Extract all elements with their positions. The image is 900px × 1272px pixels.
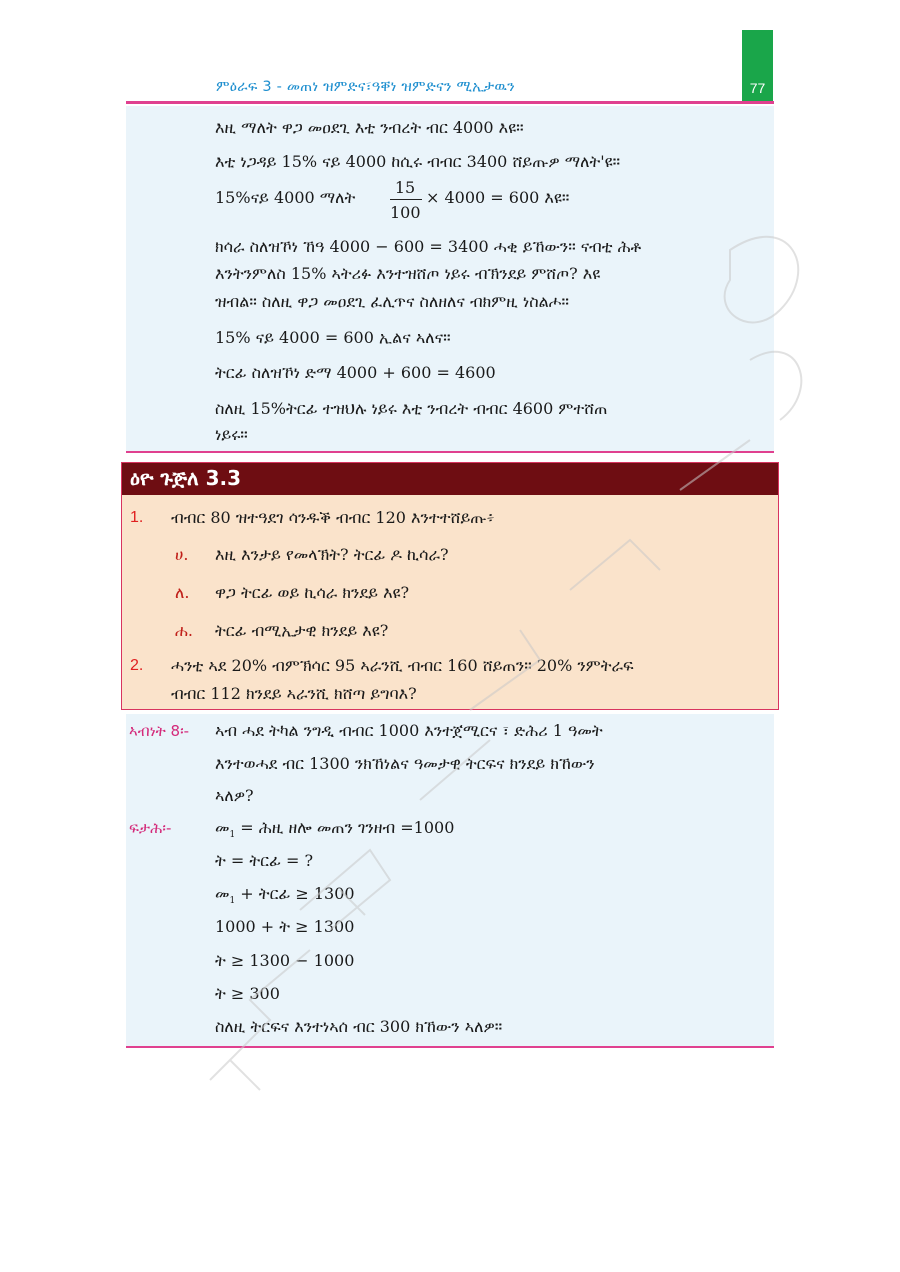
example-box-rule (126, 1046, 774, 1048)
solution-step-1-main: መ (215, 818, 230, 837)
question-2-number: 2. (130, 657, 144, 674)
chapter-title: ምዕራፍ 3 - መጠነ ዝምድና፣ዓቐነ ዝምድናን ሚኢታዉን (216, 79, 515, 95)
question-2-line-1: ሓንቲ ኣደ 20% ብምኽሳር 95 ኣራንሺ ብብር 160 ሸይጠን። 20% ንምትራፍ (171, 656, 634, 675)
fraction-numerator: 15 (394, 178, 416, 197)
box1-para-2: እንትንምለስ 15% ኣትሪፉ እንተዝሸጦ ነይሩ ብኽንደይ ምሸጦ? እዩ (215, 264, 601, 283)
box1-line-2: እቲ ነጋዳይ 15% ናይ 4000 ከሲሩ ብብር 3400 ሸይጡዎ ማለት'ዩ። (215, 152, 621, 171)
example-line-3: ኣለዎ? (215, 786, 254, 805)
box1-line-1: እዚ ማለት ዋጋ መዐደጊ እቲ ንብረት ብር 4000 እዩ። (215, 118, 524, 137)
box1-calc-suffix: × 4000 = 600 እዩ። (426, 188, 570, 207)
example-line-2: እንተወሓደ ብር 1300 ንክኸነልና ዓመታዊ ትርፍና ክንደይ ክኸውን (215, 754, 595, 773)
box1-line-b: ትርፊ ስለዝኾነ ድማ 4000 + 600 = 4600 (215, 363, 496, 382)
question-1-number: 1. (130, 509, 144, 526)
sub-question-c-text: ትርፊ ብሚኢታዊ ክንደይ እዩ? (215, 621, 389, 640)
sub-question-a-label: ሀ. (175, 545, 189, 564)
solution-step-1-rest: = ሕዚ ዘሎ መጠን ገንዘብ =1000 (235, 818, 455, 837)
box1-conclusion-1: ስለዚ 15%ትርፊ ተዝህሉ ነይሩ እቲ ንብረት ብብር 4600 ምተሸጠ (215, 399, 608, 418)
box1-para-1: ክሳራ ስለዝኾነ ኸዓ 4000 − 600 = 3400 ሓቂ ይኸውን። ናብቲ ሕቶ (215, 237, 642, 256)
explanation-box-rule (126, 451, 774, 453)
solution-label: ፍታሕ፡- (129, 819, 172, 837)
solution-step-1 (215, 818, 454, 840)
sub-question-a-text: እዚ እንታይ የመላኽት? ትርፊ ዶ ኪሳራ? (215, 545, 449, 564)
solution-step-1-sub: 1 (229, 830, 236, 841)
sub-question-b-text: ዋጋ ትርፊ ወይ ኪሳራ ክንደይ እዩ? (215, 583, 410, 602)
sub-question-b-label: ለ. (175, 583, 190, 602)
header-rule (126, 101, 774, 104)
solution-step-4: 1000 + ት ≥ 1300 (215, 917, 355, 936)
box1-para-3: ዝብል። ስለዚ ዋጋ መዐደጊ ፈሊጥና ስለዘለና ብክምዚ ነስልሖ። (215, 292, 569, 311)
group-work-title: ዕዮ ጉጅለ 3.3 (130, 466, 242, 490)
solution-step-3-sub: 1 (229, 896, 236, 907)
solution-step-3-rest: + ትርፊ ≥ 1300 (235, 884, 355, 903)
solution-step-5: ት ≥ 1300 − 1000 (215, 951, 355, 970)
solution-step-6: ት ≥ 300 (215, 984, 280, 1003)
question-2-line-2: ብብር 112 ክንደይ ኣራንሺ ክሸጣ ይግባእ? (171, 684, 417, 703)
fraction-bar (390, 199, 422, 200)
box1-calc-prefix: 15%ናይ 4000 ማለት (215, 188, 356, 207)
solution-conclusion: ስለዚ ትርፍና እንተነኣሰ ብር 300 ክኸውን ኣለዎ። (215, 1017, 503, 1036)
solution-step-3 (215, 884, 355, 906)
solution-step-2: ት = ትርፊ = ? (215, 851, 314, 870)
question-1-text: ብብር 80 ዝተዓደገ ሳንዱቕ ብብር 120 እንተተሸይጡ፥ (171, 508, 495, 527)
box1-line-a: 15% ናይ 4000 = 600 ኢልና ኣለና። (215, 328, 451, 347)
box1-conclusion-2: ነይሩ። (215, 425, 248, 444)
fraction-denominator: 100 (390, 203, 421, 222)
solution-step-3-main: መ (215, 884, 230, 903)
example-label: ኣብነት 8፡- (129, 722, 190, 740)
example-line-1: ኣብ ሓደ ትካል ንግዲ ብብር 1000 እንተጀሚርና ፣ ድሕሪ 1 ዓመት (215, 721, 603, 740)
sub-question-c-label: ሐ. (175, 621, 193, 640)
page-number: 77 (749, 80, 766, 96)
